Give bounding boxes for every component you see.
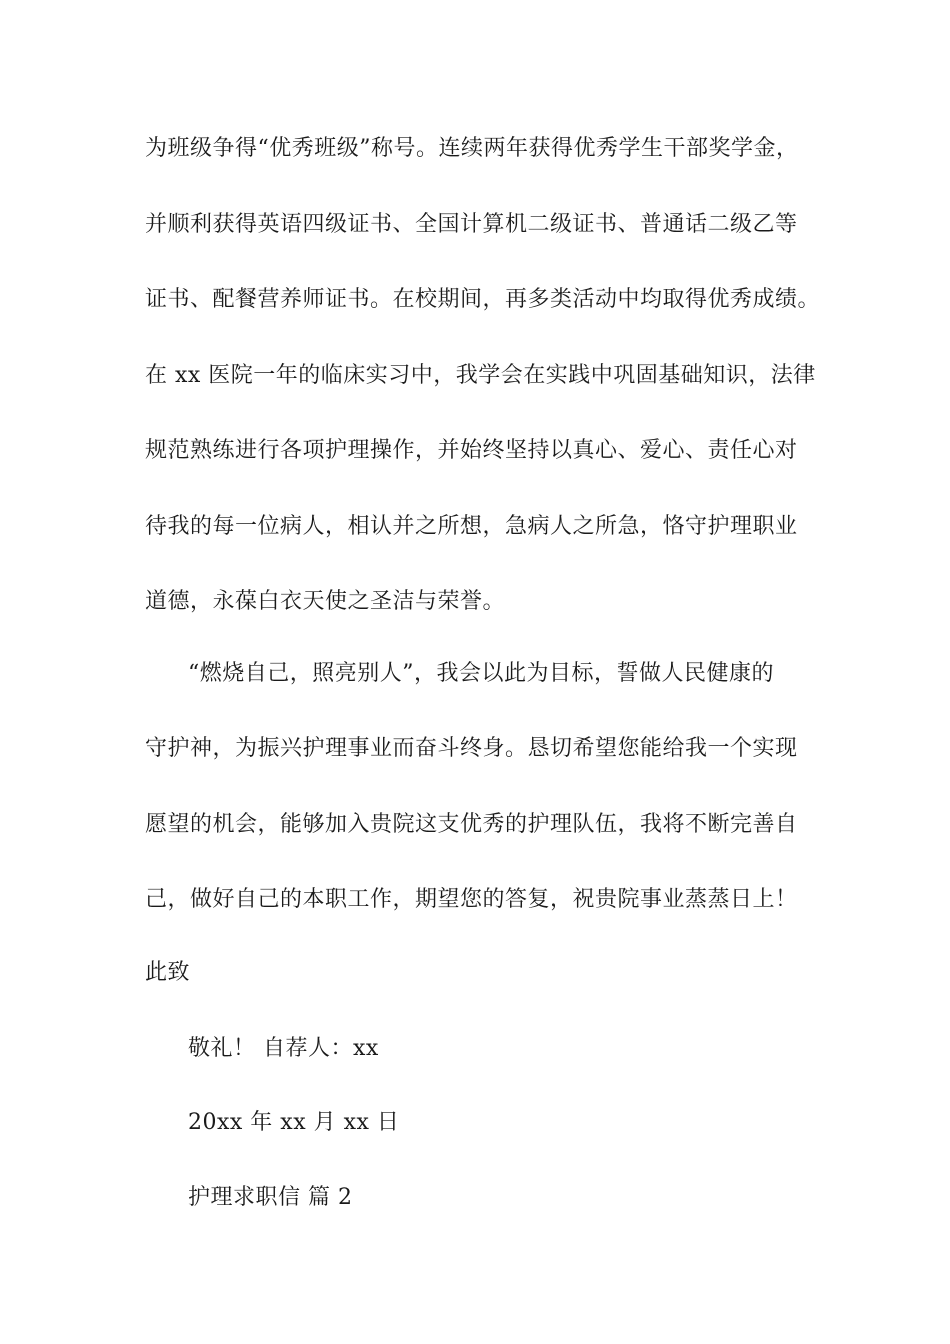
closing-salutation: 此致 [145, 960, 191, 985]
section-heading: 护理求职信 篇 2 [188, 1185, 353, 1210]
paragraph-line: 愿望的机会，能够加入贵院这支优秀的护理队伍，我将不断完善自 [145, 812, 798, 837]
paragraph-line: 证书、配餐营养师证书。在校期间，再多类活动中均取得优秀成绩。 [145, 287, 821, 312]
paragraph-line: 并顺利获得英语四级证书、全国计算机二级证书、普通话二级乙等 [145, 212, 798, 237]
paragraph-line: 待我的每一位病人，相认并之所想，急病人之所急，恪守护理职业 [145, 514, 798, 539]
paragraph-line: 道德，永葆白衣天使之圣洁与荣誉。 [145, 589, 506, 614]
paragraph-line: 为班级争得“优秀班级”称号。连续两年获得优秀学生干部奖学金， [145, 136, 799, 161]
date-line: 20xx 年 xx 月 xx 日 [188, 1110, 400, 1135]
signature-line: 敬礼！ 自荐人：xx [188, 1036, 379, 1061]
paragraph-line: 己，做好自己的本职工作，期望您的答复，祝贵院事业蒸蒸日上！ [145, 887, 798, 912]
paragraph-line: 在 xx 医院一年的临床实习中，我学会在实践中巩固基础知识，法律 [145, 363, 816, 388]
paragraph-line: 守护神，为振兴护理事业而奋斗终身。恳切希望您能给我一个实现 [145, 736, 798, 761]
paragraph-line: “燃烧自己，照亮别人”，我会以此为目标，誓做人民健康的 [188, 661, 774, 686]
paragraph-line: 规范熟练进行各项护理操作，并始终坚持以真心、爱心、责任心对 [145, 438, 798, 463]
